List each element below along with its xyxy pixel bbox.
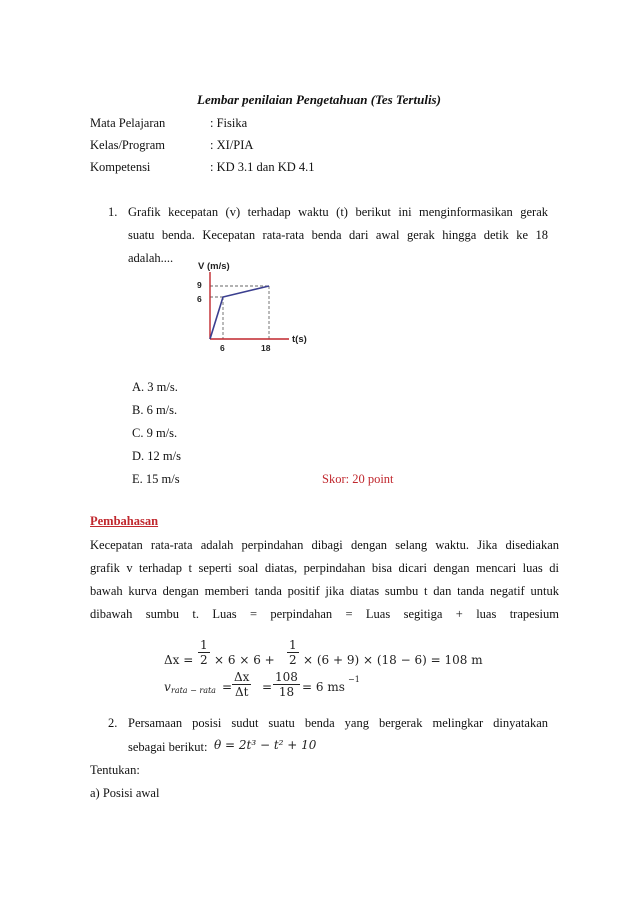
subject-value: : Fisika — [210, 116, 248, 130]
graph-y-tick-6: 6 — [197, 294, 202, 304]
discussion-line-2: grafik v terhadap t seperti soal diatas, perpindahan bisa dicari dengan mencari luas di — [90, 561, 559, 575]
graph-x-tick-6: 6 — [220, 343, 225, 353]
q2-line-2: sebagai berikut: — [128, 740, 208, 754]
graph-x-tick-18: 18 — [261, 343, 271, 353]
option-b: B. 6 m/s. — [132, 403, 178, 417]
velocity-time-graph — [185, 250, 325, 360]
discussion-heading: Pembahasan — [90, 514, 159, 528]
discussion-line-1: Kecepatan rata-rata adalah perpindahan dibagi dengan selang waktu. Jika disediakan — [90, 538, 559, 552]
competency-label: Kompetensi — [90, 160, 151, 174]
q2-line-1: Persamaan posisi sudut suatu benda yang bergerak melingkar dinyatakan — [128, 716, 548, 730]
q2-number: 2. — [108, 716, 118, 730]
discussion-line-4: dibawah sumbu t. Luas = perpindahan = Luas segitiga + luas trapesium — [90, 607, 559, 621]
option-d: D. 12 m/s — [132, 449, 181, 463]
graph-y-axis-label: V (m/s) — [198, 261, 230, 272]
option-e: E. 15 m/s — [132, 472, 180, 486]
class-label: Kelas/Program — [90, 138, 165, 152]
option-a: A. 3 m/s. — [132, 380, 178, 394]
part-a-label: a) Posisi awal — [90, 786, 160, 800]
graph-x-axis-label: t(s) — [292, 334, 307, 345]
q1-line-3: adalah.... — [128, 251, 174, 265]
instruction-label: Tentukan: — [90, 763, 140, 777]
subject-label: Mata Pelajaran — [90, 116, 166, 130]
page-title: Lembar penilaian Pengetahuan (Tes Tertulis) — [197, 92, 441, 107]
class-value: : XI/PIA — [210, 138, 254, 152]
graph-velocity-line — [210, 286, 269, 339]
competency-value: : KD 3.1 dan KD 4.1 — [210, 160, 315, 174]
q1-number: 1. — [108, 205, 118, 219]
discussion-line-3: bawah kurva dengan memberi tanda positif jika diatas sumbu t dan tanda negatif untuk — [90, 584, 559, 598]
option-c: C. 9 m/s. — [132, 426, 178, 440]
graph-y-tick-9: 9 — [197, 280, 202, 290]
q1-line-1: Grafik kecepatan (v) terhadap waktu (t) berikut ini menginformasikan gerak — [128, 205, 548, 219]
score-label: Skor: 20 point — [322, 472, 394, 486]
q1-line-2: suatu benda. Kecepatan rata-rata benda dari awal gerak hingga detik ke 18 — [128, 228, 548, 242]
q2-equation: θ = 2t³ − t² + 10 — [214, 738, 317, 752]
